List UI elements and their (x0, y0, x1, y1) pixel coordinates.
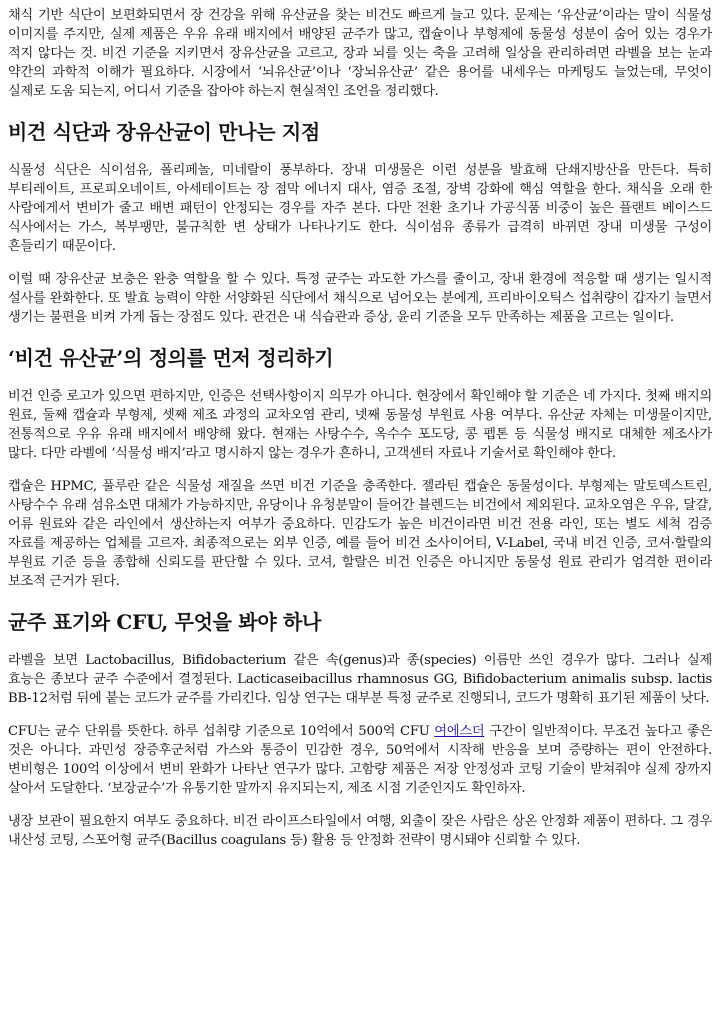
section1-paragraph-1: 식물성 식단은 식이섬유, 폴리페놀, 미네랄이 풍부하다. 장내 미생물은 이런 성분을 발효해 단쇄지방산을 만든다. 특히 부티레이트, 프로피오네이트, 아세테이트는 장 점막 에너지 대사, 염증 조절, 장벽 강화에 핵심 역할을 한다. 채식을 오래 한 사람에게서 변비가 줄고 배변 패턴이 안정되는 경우를 자주 본다. 다만 전환 초기나 가공식품 비중이 높은 플랜트 베이스드 식사에서는 가스, 복부팽만, 불규칙한 변 상태가 나타나기도 한다. 식이섬유 종류가 급격히 바뀌면 장내 미생물 구성이 흔들리기 때문이다. (8, 163, 712, 254)
cfu-text-after-link: 구간이 일반적이다. 무조건 높다고 좋은 것은 아니다. 과민성 장증후군처럼 가스와 통증이 민감한 경우, 50억에서 시작해 반응을 보며 증량하는 편이 안전하다. 변비형은 100억 이상에서 변비 완화가 나타난 연구가 많다. 고함량 제품은 저장 안정성과 코팅 기술이 받쳐줘야 실제 장까지 살아서 도달한다. ‘보장균수’가 유통기한 말까지 유지되는지, 제조 시점 기준인지도 확인하자. (8, 724, 712, 796)
section-heading-strain-and-cfu: 균주 표기와 CFU, 무엇을 봐야 하나 (8, 610, 322, 634)
section3-paragraph-2 (8, 722, 712, 798)
section-heading-vegan-diet: 비건 식단과 장유산균이 만나는 지점 (8, 120, 320, 144)
section-heading-vegan-probiotic-definition: ‘비건 유산균’의 정의를 먼저 정리하기 (8, 346, 334, 370)
inline-link[interactable]: 여에스더 (434, 724, 485, 739)
intro-paragraph: 채식 기반 식단이 보편화되면서 장 건강을 위해 유산균을 찾는 비건도 빠르게 늘고 있다. 문제는 ‘유산균’이라는 말이 식물성 이미지를 주지만, 실제 제품은 우유 유래 배지에서 배양된 균주가 많고, 캡슐이나 부형제에 동물성 성분이 숨어 있는 경우가 적지 않다는 것. 비건 기준을 지키면서 장유산균을 고르고, 장과 뇌를 잇는 축을 고려해 일상을 관리하려면 라벨을 보는 눈과 약간의 과학적 이해가 필요하다. 시장에서 ‘뇌유산균’이나 ‘장뇌유산균’ 같은 용어를 내세우는 마케팅도 늘었는데, 무엇이 실제로 도움 되는지, 어디서 기준을 잡아야 하는지 현실적인 조언을 정리했다. (8, 8, 712, 99)
section1-paragraph-2: 이럴 때 장유산균 보충은 완충 역할을 할 수 있다. 특정 균주는 과도한 가스를 줄이고, 장내 환경에 적응할 때 생기는 일시적 설사를 완화한다. 또 발효 능력이 약한 서양화된 식단에서 채식으로 넘어오는 분에게, 프리바이오틱스 섭취량이 갑자기 늘면서 생기는 불편을 비켜 가게 돕는 장점도 있다. 관건은 내 식습관과 증상, 윤리 기준을 모두 만족하는 제품을 고르는 일이다. (8, 272, 712, 325)
section2-paragraph-1: 비건 인증 로고가 있으면 편하지만, 인증은 선택사항이지 의무가 아니다. 현장에서 확인해야 할 기준은 네 가지다. 첫째 배지의 원료, 둘째 캡슐과 부형제, 셋째 제조 과정의 교차오염 관리, 넷째 동물성 부원료 사용 여부다. 유산균 자체는 미생물이지만, 전통적으로 우유 유래 배지에서 배양해 왔다. 현재는 사탕수수, 옥수수 포도당, 콩 펩톤 등 식물성 배지로 대체한 제조사가 많다. 다만 라벨에 ‘식물성 배지’라고 명시하지 않는 경우가 흔하니, 고객센터 자료나 기술서로 확인해야 한다. (8, 389, 712, 461)
section2-paragraph-2: 캡슐은 HPMC, 풀루란 같은 식물성 재질을 쓰면 비건 기준을 충족한다. 젤라틴 캡슐은 동물성이다. 부형제는 말토덱스트린, 사탕수수 유래 섬유소면 대체가 가능하지만, 유당이나 유청분말이 들어간 블렌드는 비건에서 제외된다. 교차오염은 우유, 달걀, 어류 원료와 같은 라인에서 생산하는지 여부가 중요하다. 민감도가 높은 비건이라면 비건 전용 라인, 또는 별도 세척 검증 자료를 제공하는 업체를 고르자. 최종적으로는 외부 인증, 예를 들어 비건 소사이어티, V-Label, 국내 비건 인증, 코셔·할랄의 부원료 기준 등을 종합해 신뢰도를 판단할 수 있다. 코셔, 할랄은 비건 인증은 아니지만 동물성 원료 관리가 엄격한 편이라 보조적 근거가 된다. (8, 479, 712, 589)
section3-paragraph-1: 라벨을 보면 Lactobacillus, Bifidobacterium 같은 속(genus)과 종(species) 이름만 쓰인 경우가 많다. 그러나 실제 효능은 종보다 균주 수준에서 결정된다. Lacticaseibacillus rhamnosus GG, Bifidobacterium animalis subsp. lactis BB-12처럼 뒤에 붙는 코드가 균주를 가리킨다. 임상 연구는 대부분 특정 균주로 진행되니, 코드가 명확히 표기된 제품이 낫다. (8, 653, 712, 706)
cfu-text-before-link: CFU는 균수 단위를 뜻한다. 하루 섭취량 기준으로 10억에서 500억 CFU (8, 724, 435, 739)
section3-paragraph-3: 냉장 보관이 필요한지 여부도 중요하다. 비건 라이프스타일에서 여행, 외출이 잦은 사람은 상온 안정화 제품이 편하다. 그 경우 내산성 코팅, 스포어형 균주(Bacillus coagulans 등) 활용 등 안정화 전략이 명시돼야 신뢰할 수 있다. (8, 814, 712, 848)
